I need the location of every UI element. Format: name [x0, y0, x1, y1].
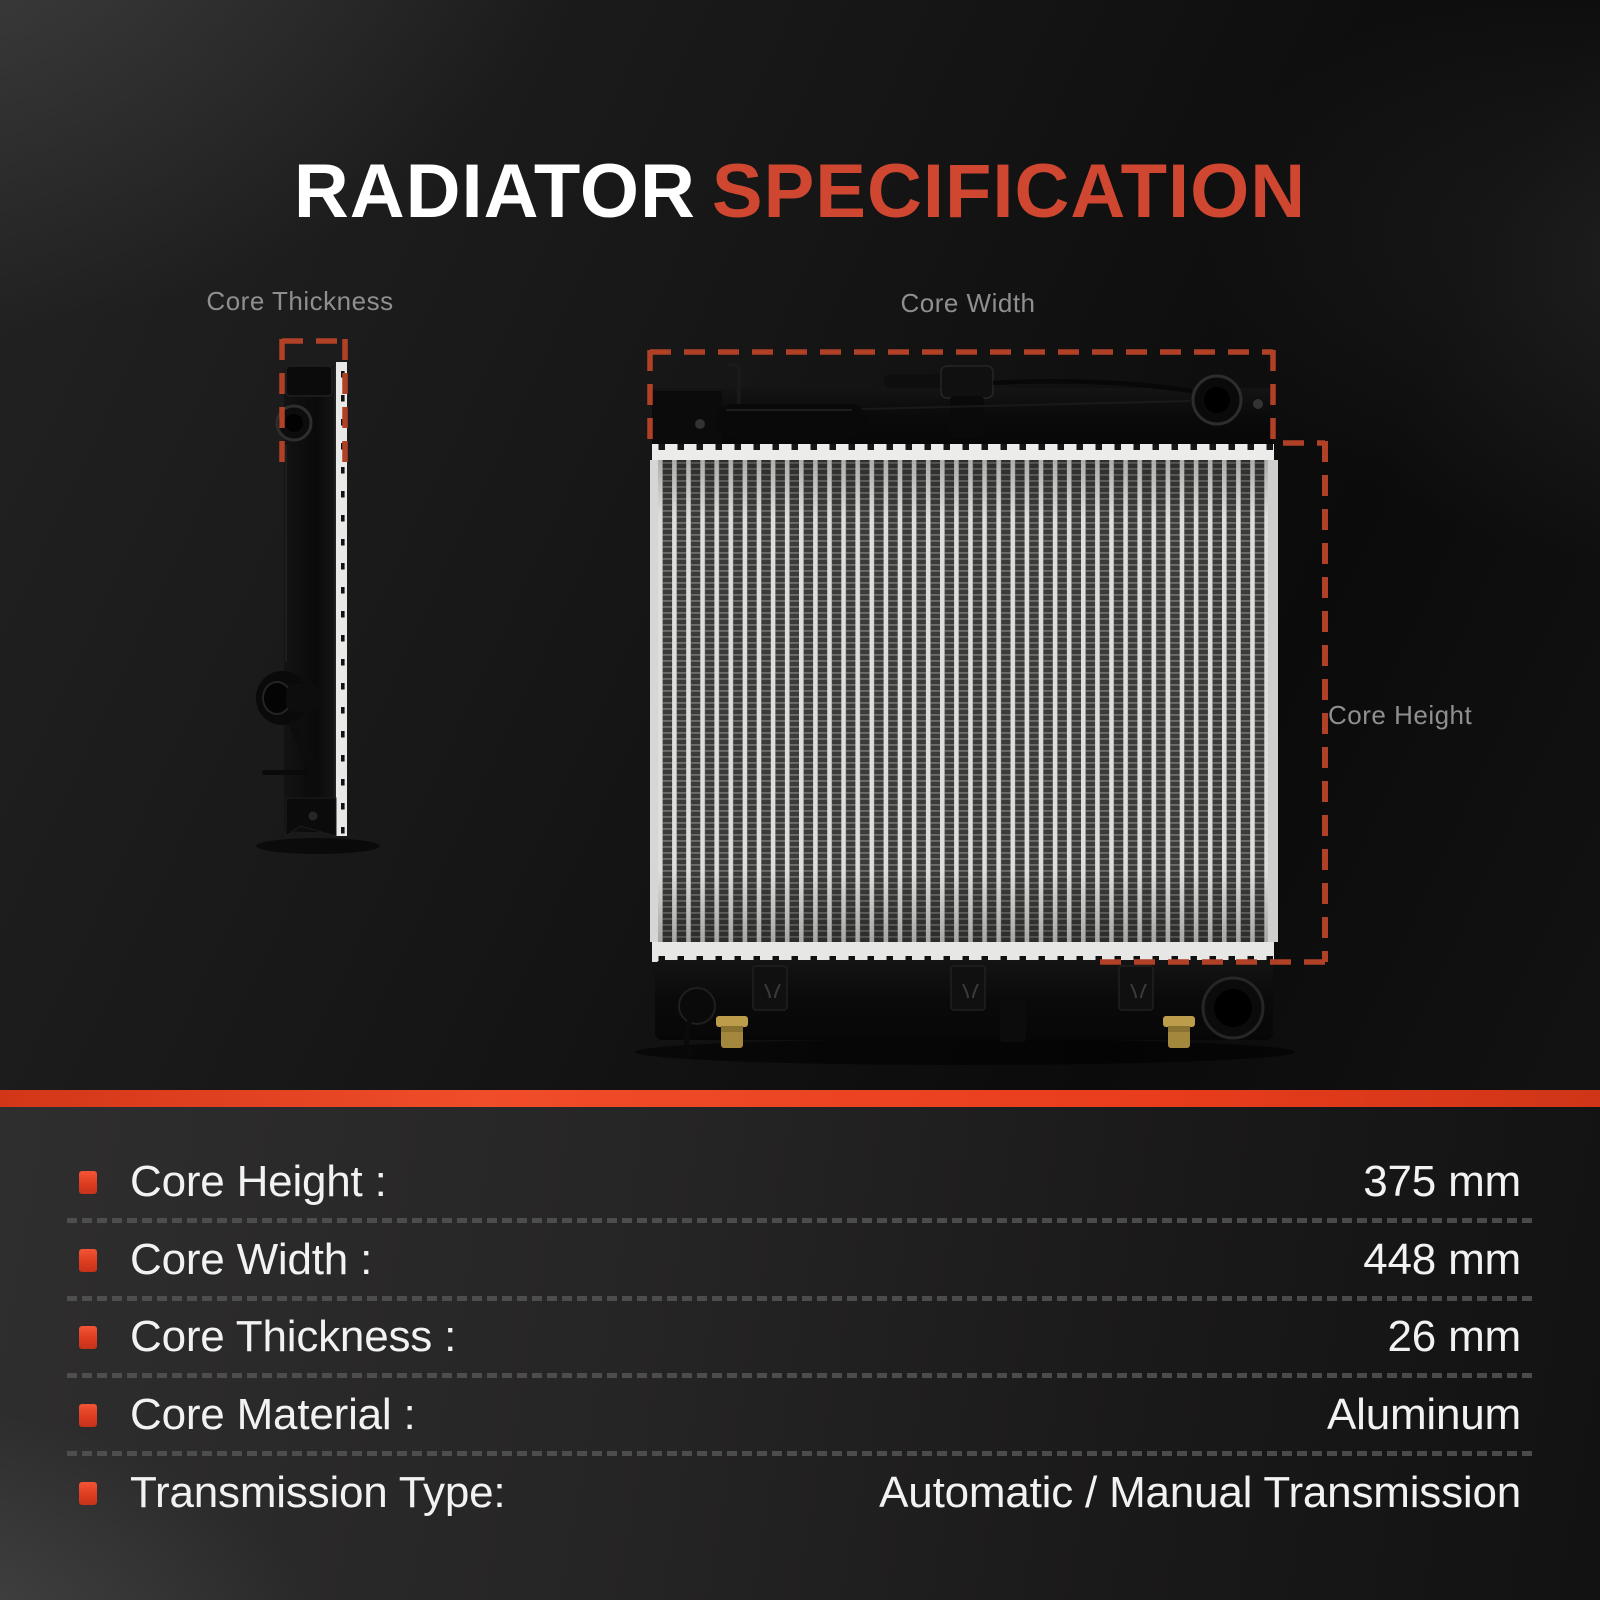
core-height-label: Core Height: [1328, 700, 1473, 730]
spec-row-core-material: [0, 1376, 1600, 1454]
spec-label: Core Material :: [130, 1390, 416, 1439]
spec-value: 375 mm: [1363, 1157, 1521, 1206]
core-thickness-label: Core Thickness: [206, 286, 394, 316]
spec-value: Aluminum: [1326, 1390, 1521, 1439]
spec-row-transmission-type: [0, 1454, 1600, 1532]
spec-value: Automatic / Manual Transmission: [879, 1468, 1521, 1517]
accent-bar: [0, 1090, 1600, 1107]
title-word-radiator: RADIATOR: [293, 149, 696, 234]
title-word-specification: SPECIFICATION: [711, 149, 1307, 234]
spec-table: [0, 1107, 1600, 1600]
bullet-icon: [79, 1404, 97, 1427]
core-width-label: Core Width: [900, 288, 1036, 318]
spec-row-core-height: [0, 1143, 1600, 1221]
spec-label: Core Thickness :: [130, 1312, 457, 1361]
spec-row-core-thickness: [0, 1298, 1600, 1376]
spec-value: 26 mm: [1387, 1312, 1521, 1361]
radiator-front-view-image: [650, 363, 1278, 1054]
bullet-icon: [79, 1326, 97, 1349]
spec-row-core-width: [0, 1221, 1600, 1299]
spec-label: Core Height :: [130, 1157, 387, 1206]
radiator-side-view-image: [256, 362, 347, 836]
spec-value: 448 mm: [1363, 1235, 1521, 1284]
bullet-icon: [79, 1171, 97, 1194]
bullet-icon: [79, 1249, 97, 1272]
bullet-icon: [79, 1482, 97, 1505]
spec-label: Transmission Type:: [130, 1468, 506, 1517]
spec-label: Core Width :: [130, 1235, 373, 1284]
